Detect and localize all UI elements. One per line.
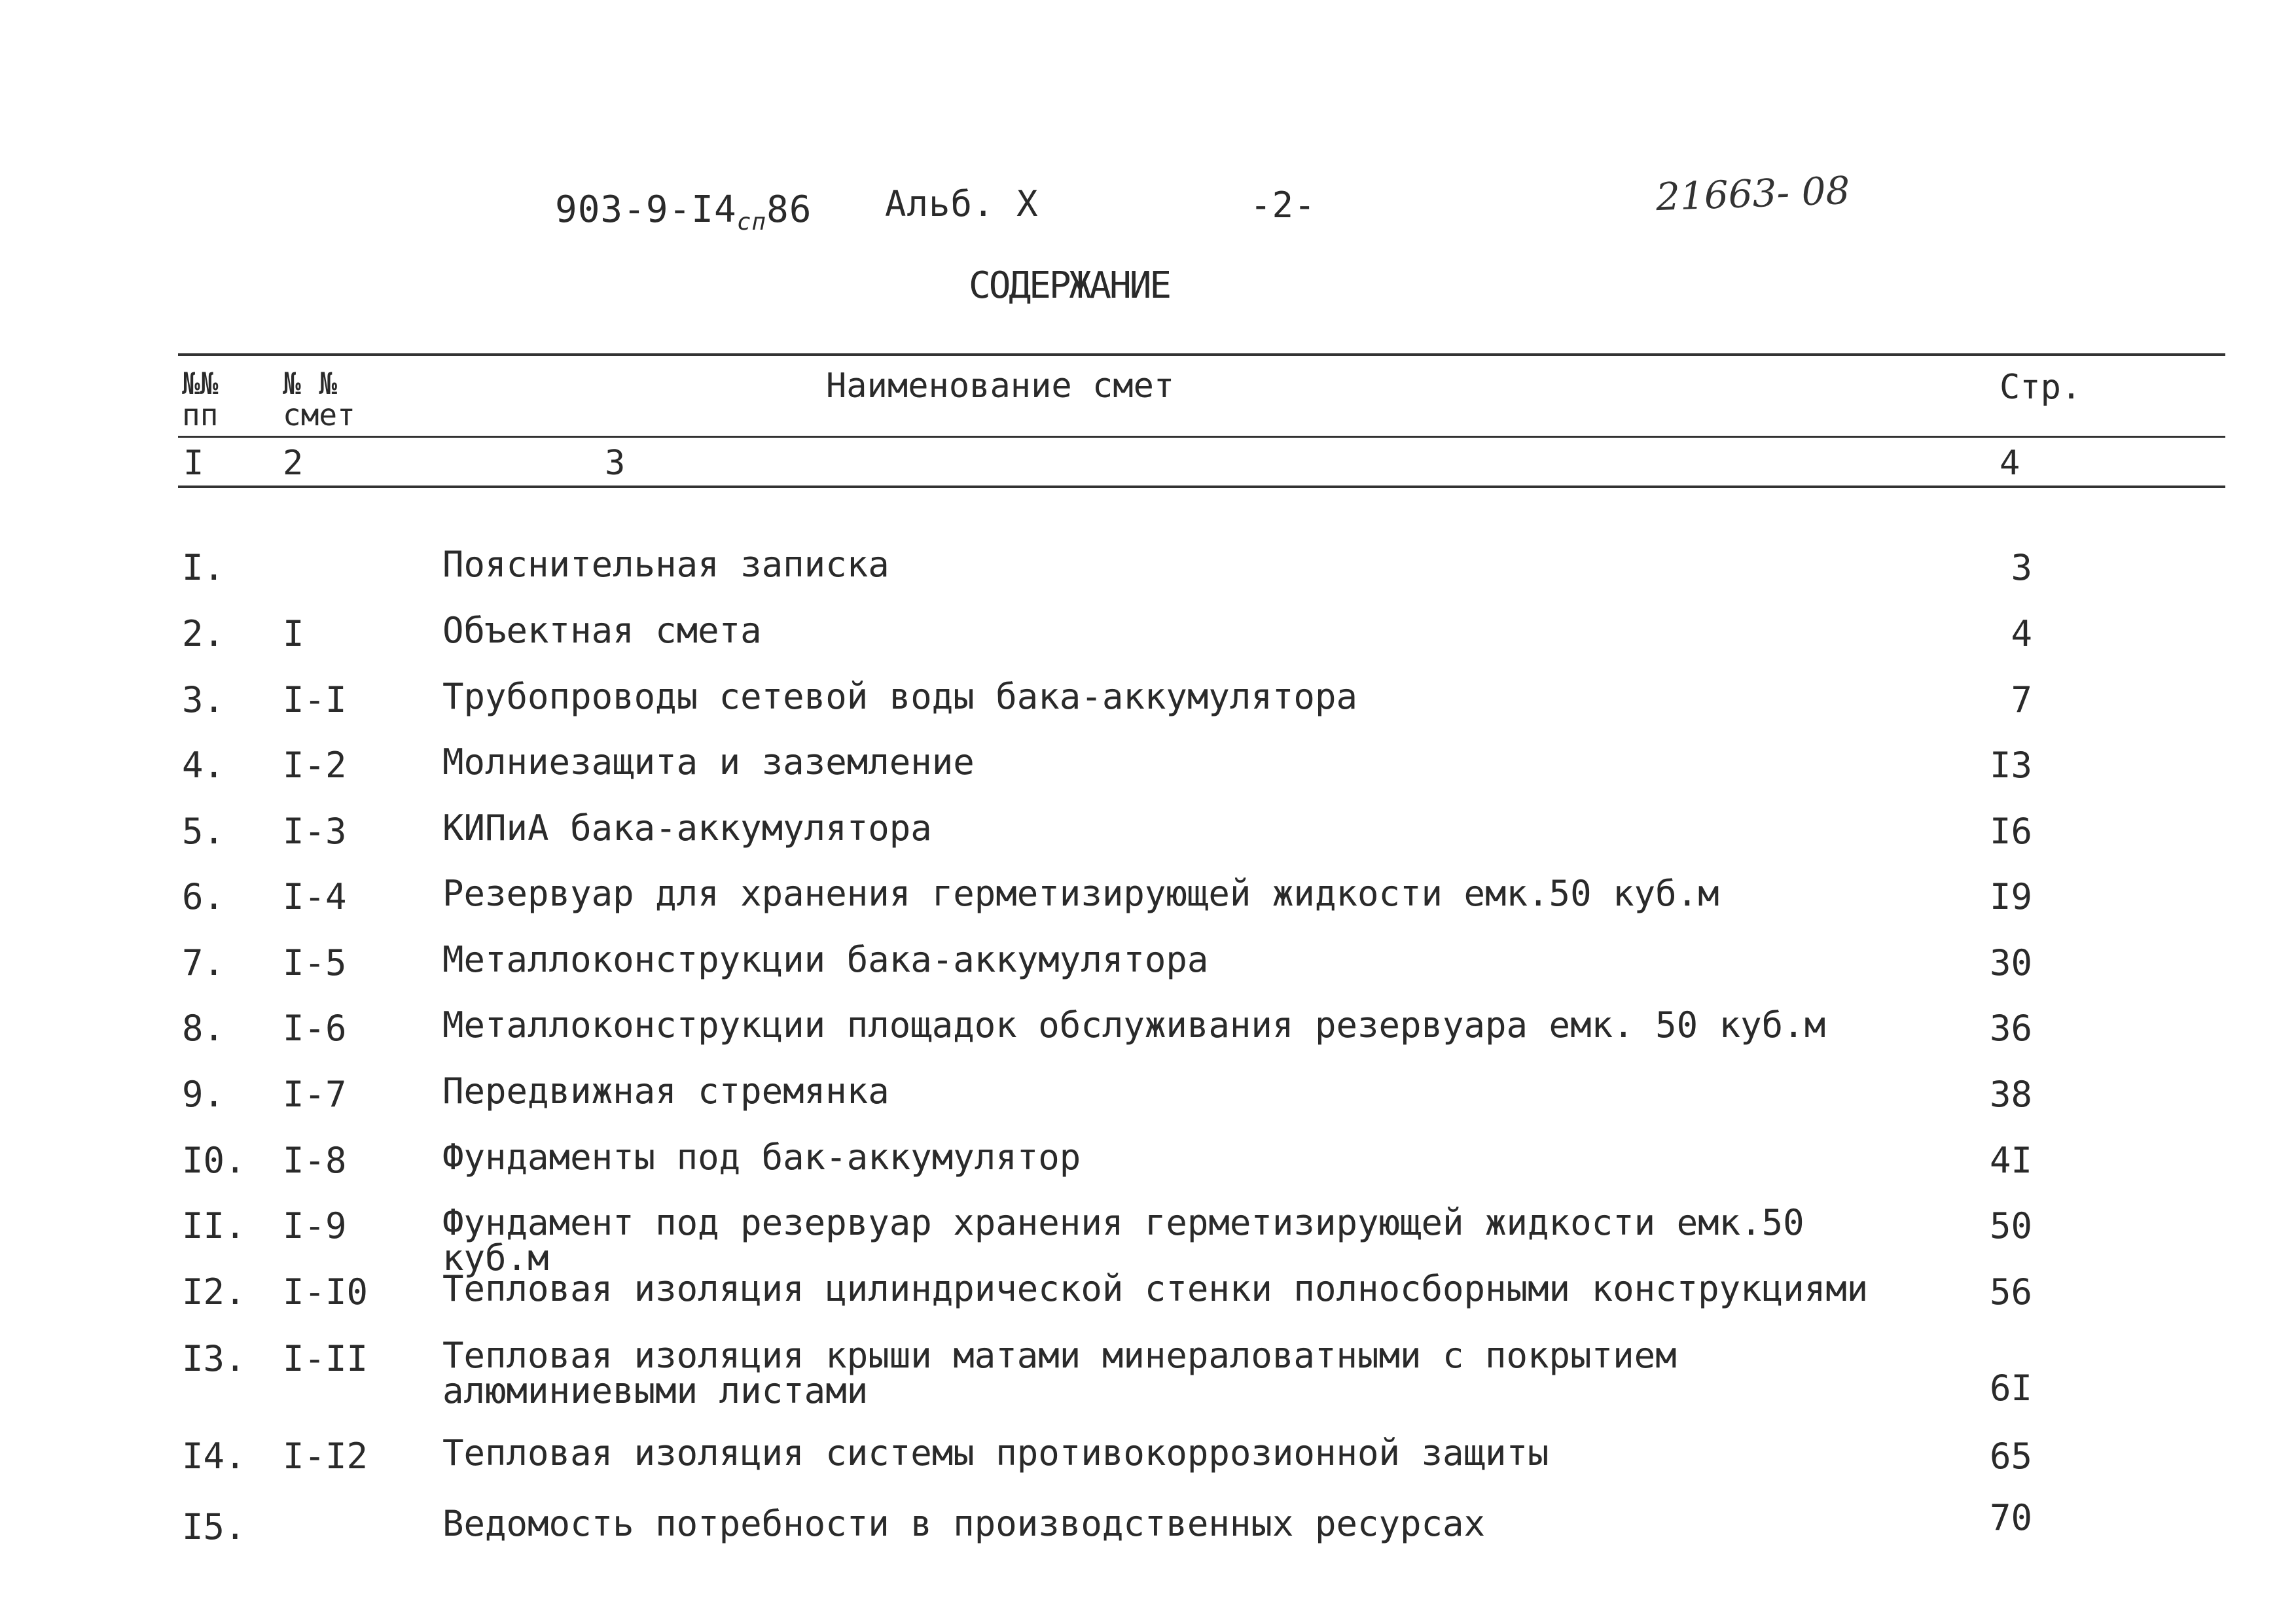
header-col-name: Наименование смет (826, 366, 1175, 406)
row-page: 36 (1989, 1008, 2032, 1049)
row-number: 7. (182, 942, 225, 983)
row-page: 4 (2011, 613, 2032, 654)
row-page: 4I (1989, 1140, 2032, 1181)
row-estimate: I (283, 613, 304, 654)
document-code-main: 903-9-I4 (555, 188, 737, 231)
header-col-number (182, 368, 218, 431)
row-page: 70 (1989, 1497, 2032, 1538)
row-number: I5. (182, 1506, 246, 1547)
row-name: КИПиА бака-аккумулятора (442, 807, 932, 849)
document-code (555, 188, 812, 236)
header-col-number-line1: №№ (182, 366, 219, 401)
document-code-subscript: сп (736, 209, 767, 236)
row-number: 4. (182, 745, 225, 786)
header-col-estimate (283, 368, 355, 431)
row-page: 7 (2011, 679, 2032, 720)
row-number: I2. (182, 1271, 246, 1313)
row-number: II. (182, 1205, 246, 1246)
row-number: 3. (182, 679, 225, 720)
row-page: I3 (1989, 745, 2032, 786)
row-number: I3. (182, 1338, 246, 1379)
row-name: Тепловая изоляция крыши матами минераловатными с покрытием алюминиевыми листами (442, 1335, 1677, 1411)
row-name: Фундамент под резервуар хранения герметизирующей жидкости емк.50 куб.м (442, 1202, 1804, 1279)
row-number: I0. (182, 1140, 246, 1181)
row-estimate: I-I2 (283, 1436, 368, 1477)
row-name: Металлоконструкции бака-аккумулятора (442, 939, 1209, 980)
row-name: Трубопроводы сетевой воды бака-аккумулятора (442, 676, 1357, 717)
row-estimate: I-I (283, 679, 347, 720)
row-estimate: I-II (283, 1338, 368, 1379)
row-page: 50 (1989, 1205, 2032, 1246)
row-page: 56 (1989, 1271, 2032, 1313)
row-name: Металлоконструкции площадок обслуживания резервуара емк. 50 куб.м (442, 1004, 1826, 1046)
document-code-suffix: 86 (766, 188, 812, 231)
row-number: I. (182, 547, 225, 588)
row-estimate: I-8 (283, 1140, 347, 1181)
row-estimate: I-2 (283, 745, 347, 786)
row-page: I9 (1989, 876, 2032, 917)
row-name: Молниезащита и заземление (442, 741, 975, 783)
handwritten-number: 21663- 08 (1655, 168, 1851, 220)
row-estimate: I-4 (283, 876, 347, 917)
row-page: 3 (2011, 547, 2032, 588)
row-number: 2. (182, 613, 225, 654)
row-name: Передвижная стремянка (442, 1070, 889, 1112)
column-number-3: 3 (605, 444, 626, 483)
header-col-estimate-line2: смет (283, 397, 355, 432)
row-page: I6 (1989, 811, 2032, 852)
album-label: Альб. X (885, 183, 1039, 224)
row-estimate: I-I0 (283, 1271, 368, 1313)
header-col-page: Стр. (2000, 368, 2082, 407)
row-name: Пояснительная записка (442, 544, 889, 585)
column-number-2: 2 (283, 444, 304, 483)
header-col-estimate-line1: № № (283, 366, 338, 401)
row-name: Фундаменты под бак-аккумулятор (442, 1137, 1081, 1178)
row-number: 6. (182, 876, 225, 917)
row-number: 8. (182, 1008, 225, 1049)
row-page: 38 (1989, 1074, 2032, 1115)
column-number-1: I (183, 444, 204, 483)
row-name: Ведомость потребности в производственных ресурсах (442, 1503, 1486, 1544)
table-header-rule (178, 436, 2225, 438)
row-number: 9. (182, 1074, 225, 1115)
row-estimate: I-7 (283, 1074, 347, 1115)
row-page: 30 (1989, 942, 2032, 983)
header-col-number-line2: пп (182, 397, 219, 432)
row-page: 65 (1989, 1436, 2032, 1477)
table-column-numbers-rule (178, 485, 2225, 488)
row-estimate: I-3 (283, 811, 347, 852)
row-name: Объектная смета (442, 610, 762, 651)
row-number: 5. (182, 811, 225, 852)
row-page: 6I (1989, 1368, 2032, 1409)
row-estimate: I-6 (283, 1008, 347, 1049)
table-top-rule (178, 353, 2225, 356)
page-title: СОДЕРЖАНИЕ (969, 264, 1170, 307)
row-name: Тепловая изоляция системы противокоррозионной защиты (442, 1432, 1549, 1474)
page-number: -2- (1250, 185, 1316, 226)
row-estimate: I-5 (283, 942, 347, 983)
row-estimate: I-9 (283, 1205, 347, 1246)
row-name: Резервуар для хранения герметизирующей жидкости емк.50 куб.м (442, 873, 1719, 914)
row-name: Тепловая изоляция цилиндрической стенки полносборными конструкциями (442, 1268, 1869, 1309)
row-number: I4. (182, 1436, 246, 1477)
column-number-4: 4 (2000, 444, 2020, 483)
